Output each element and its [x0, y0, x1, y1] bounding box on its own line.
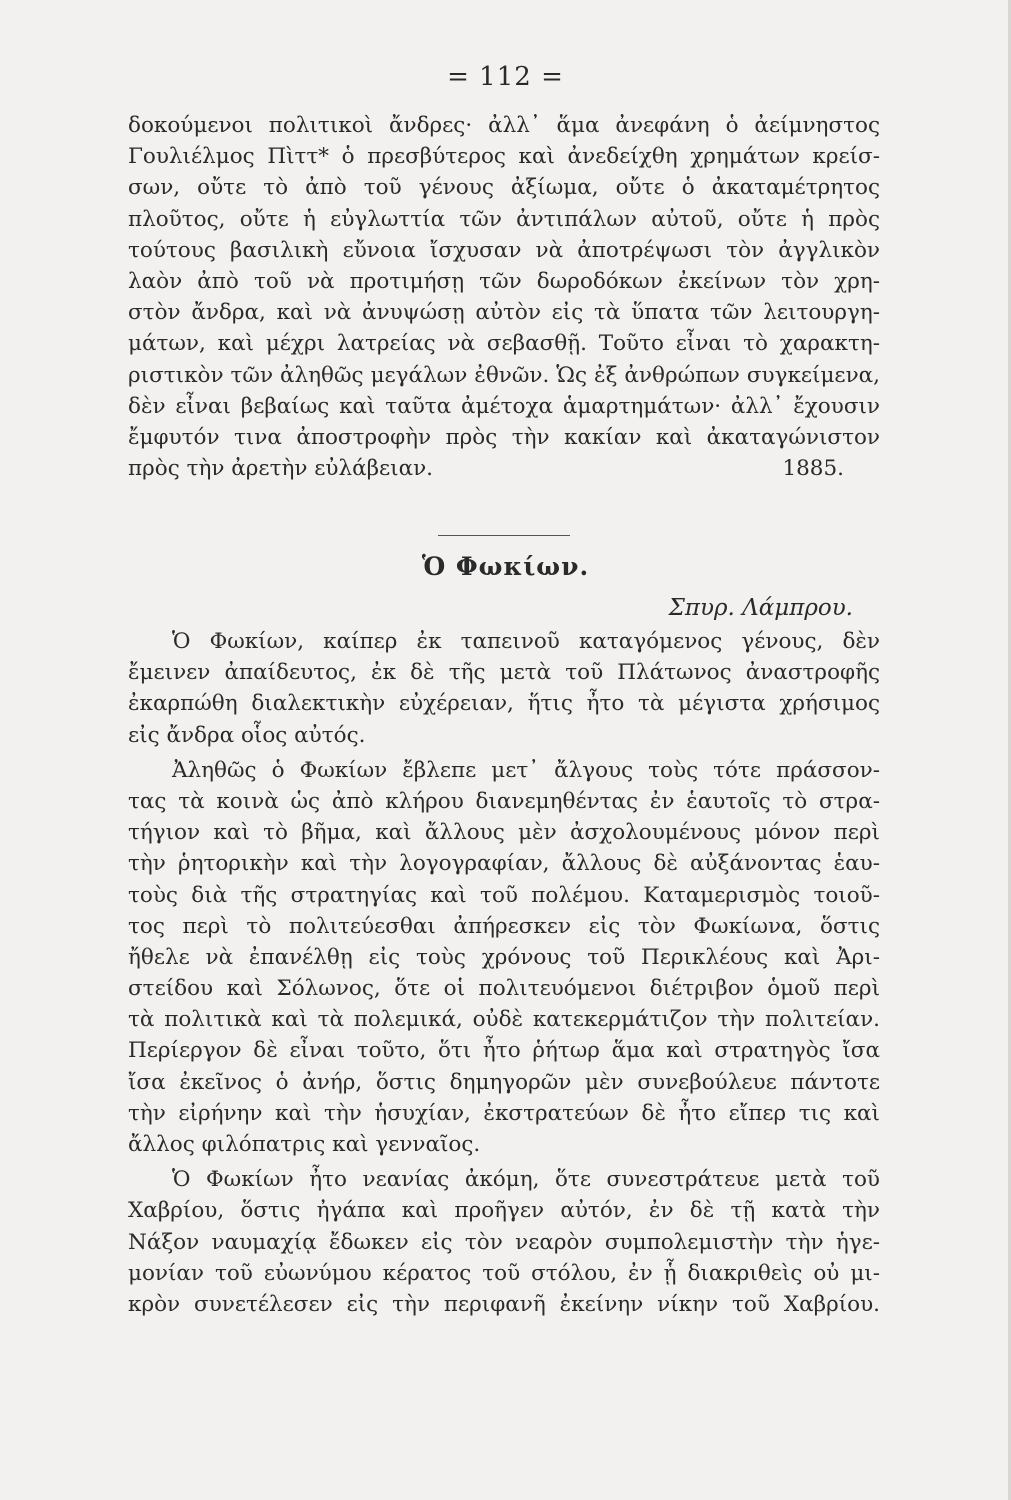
text-line: ἐκαρπώθη διαλεκτικὴν εὐχέρειαν, ἥτις ἦτο τὰ μέγιστα χρήσιμος	[128, 691, 880, 717]
section-2-text	[128, 626, 880, 1320]
section-title: Ὁ Φωκίων.	[421, 552, 590, 581]
text-line: στείδου καὶ Σόλωνος, ὅτε οἱ πολιτευόμενοι διέτριβον ὁμοῦ περὶ	[128, 976, 880, 1002]
text-line: Γουλιέλμος Πὶττ* ὁ πρεσβύτερος καὶ ἀνεδείχθη χρημάτων κρείσ-	[128, 144, 880, 170]
text-line: ἄλλος φιλόπατρις καὶ γενναῖος.	[128, 1132, 481, 1157]
text-line: τήγιον καὶ τὸ βῆμα, καὶ ἄλλους μὲν ἀσχολουμένους μόνον περὶ	[128, 820, 880, 846]
closing-line	[128, 453, 880, 484]
text-line: σων, οὔτε τὸ ἀπὸ τοῦ γένους ἀξίωμα, οὔτε ὁ ἀκαταμέτρητος	[128, 175, 880, 201]
text-line: Περίεργον δὲ εἶναι τοῦτο, ὅτι ἦτο ῥήτωρ ἅμα καὶ στρατηγὸς ἴσα	[128, 1038, 880, 1064]
section-divider	[438, 535, 570, 536]
text-line: τὰ πολιτικὰ καὶ τὰ πολεμικά, οὐδὲ κατεκερμάτιζον τὴν πολιτείαν.	[128, 1007, 880, 1033]
text-line: κρὸν συνετέλεσεν εἰς τὴν περιφανῆ ἐκείνην νίκην τοῦ Χαβρίου.	[128, 1291, 880, 1317]
text-line: ἴσα ἐκεῖνος ὁ ἀνήρ, ὅστις δημηγορῶν μὲν συνεβούλευε πάντοτε	[128, 1069, 880, 1095]
text-line: ἔμεινεν ἀπαίδευτος, ἐκ δὲ τῆς μετὰ τοῦ Πλάτωνος ἀναστροφῆς	[128, 660, 880, 686]
section-1-text	[128, 110, 880, 484]
text-line: δὲν εἶναι βεβαίως καὶ ταῦτα ἀμέτοχα ἁμαρτημάτων· ἀλλ᾽ ἔχουσιν	[128, 393, 880, 419]
text-line: Ὁ Φωκίων ἦτο νεανίας ἀκόμη, ὅτε συνεστράτευε μετὰ τοῦ	[172, 1167, 880, 1193]
text-line: πλοῦτος, οὔτε ἡ εὐγλωττία τῶν ἀντιπάλων αὐτοῦ, οὔτε ἡ πρὸς	[128, 206, 880, 232]
text-line: ἤθελε νὰ ἐπανέλθῃ εἰς τοὺς χρόνους τοῦ Περικλέους καὶ Ἀρι-	[128, 944, 880, 970]
text-line: λαὸν ἀπὸ τοῦ νὰ προτιμήσῃ τῶν δωροδόκων ἐκείνων τὸν χρη-	[128, 268, 880, 294]
text-line: τὴν ῥητορικὴν καὶ τὴν λογογραφίαν, ἄλλους δὲ αὐξάνοντας ἑαυ-	[128, 851, 880, 877]
text-line: ἔμφυτόν τινα ἀποστροφὴν πρὸς τὴν κακίαν καὶ ἀκαταγώνιστον	[128, 424, 880, 450]
text-line: Ὁ Φωκίων, καίπερ ἐκ ταπεινοῦ καταγόμενος γένους, δὲν	[172, 629, 880, 654]
text-line: δοκούμενοι πολιτικοὶ ἄνδρες· ἀλλ᾽ ἅμα ἀνεφάνη ὁ ἀείμνηστος	[128, 113, 880, 138]
text-line: μάτων, καὶ μέχρι λατρείας νὰ σεβασθῇ. Τοῦτο εἶναι τὸ χαρακτη-	[128, 331, 880, 357]
text-line: μονίαν τοῦ εὐωνύμου κέρατος τοῦ στόλου, ἐν ᾗ διακριθεὶς οὐ μι-	[128, 1260, 880, 1286]
author-name: Σπυρ. Λάμπρου.	[668, 595, 853, 621]
text-line: τας τὰ κοινὰ ὡς ἀπὸ κλήρου διανεμηθέντας ἐν ἑαυτοῖς τὸ στρα-	[128, 788, 880, 814]
text-line: τούτους βασιλικὴ εὔνοια ἴσχυσαν νὰ ἀποτρέψωσι τὸν ἀγγλικὸν	[128, 237, 880, 263]
text-line: Χαβρίου, ὅστις ἠγάπα καὶ προῆγεν αὐτόν, ἐν δὲ τῇ κατὰ τὴν	[128, 1198, 880, 1224]
text-line: τος περὶ τὸ πολιτεύεσθαι ἀπήρεσκεν εἰς τὸν Φωκίωνα, ὅστις	[128, 913, 880, 939]
page-number: = 112 =	[447, 62, 564, 92]
text-line: ριστικὸν τῶν ἀληθῶς μεγάλων ἐθνῶν. Ὡς ἐξ ἀνθρώπων συγκείμενα,	[128, 362, 880, 388]
text-line: Νάξον ναυμαχίᾳ ἔδωκεν εἰς τὸν νεαρὸν συμπολεμιστὴν τὴν ἡγε-	[128, 1229, 880, 1255]
text-line: στὸν ἄνδρα, καὶ νὰ ἀνυψώσῃ αὐτὸν εἰς τὰ ὕπατα τῶν λειτουργη-	[128, 300, 880, 326]
text-line: εἰς ἄνδρα οἷος αὐτός.	[128, 722, 366, 748]
text-line: τοὺς διὰ τῆς στρατηγίας καὶ τοῦ πολέμου. Καταμερισμὸς τοιοῦ-	[128, 882, 880, 908]
date-year: 1885.	[782, 456, 844, 482]
text-line: Ἀληθῶς ὁ Φωκίων ἔβλεπε μετ᾽ ἄλγους τοὺς τότε πράσσον-	[172, 757, 880, 783]
closing-text: πρὸς τὴν ἀρετὴν εὐλάβειαν.	[128, 456, 434, 482]
text-line: τὴν εἰρήνην καὶ τὴν ἡσυχίαν, ἐκστρατεύων δὲ ἦτο εἴπερ τις καὶ	[128, 1100, 880, 1126]
